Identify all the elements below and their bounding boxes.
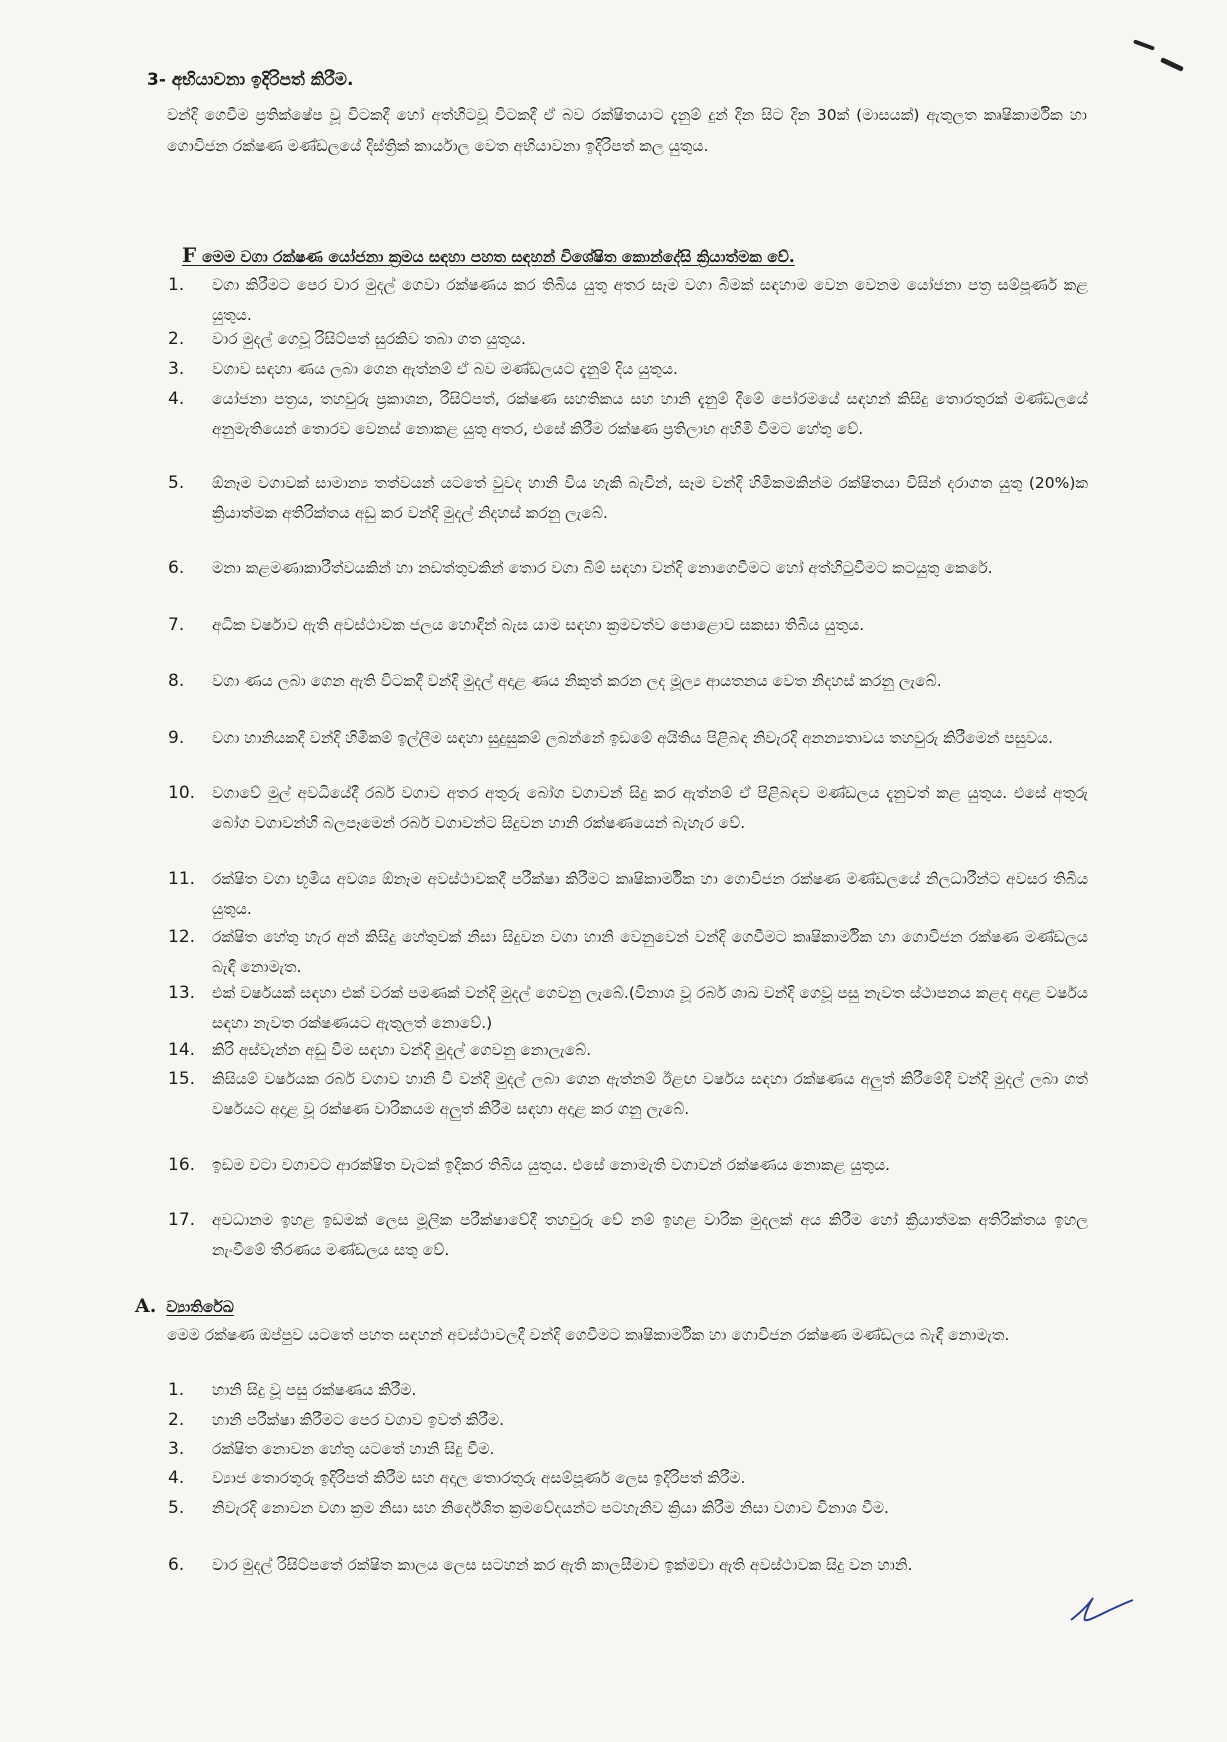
list-item bbox=[168, 1550, 1088, 1580]
scan-mark bbox=[1133, 39, 1155, 50]
item-text: අවධානම ඉහළ ඉඩමක් ලෙස මූලික පරීක්ෂාවේදී තහවුරු වේ නම් ඉහළ වාරික මුදලක් අය කිරීම හෝ ක්‍රියාත්මක අතිරික්තය ඉහල නැංවීමේ තීරණය මණ්ඩලය සතු වේ. bbox=[212, 1211, 1088, 1259]
list-item bbox=[168, 666, 1088, 696]
item-text: වගාව සඳහා ණය ලබා ගෙන ඇත්නම් ඒ බව මණ්ඩලයට දැනුම් දිය යුතුය. bbox=[212, 360, 678, 378]
item-text: රක්ෂිත වගා භූමිය අවශ්‍ය ඕනෑම අවස්ථාවකදී පරීක්ෂා කිරීමට කෘෂිකාර්මික හා ගොවිජන රක්ෂණ මණ්ඩලයේ නිලධාරීන්ට අවසර තිබිය යුතුය. bbox=[212, 870, 1089, 918]
item-text: අධික වර්ෂාව ඇති අවස්ථාවක ජලය හොඳින් බැස යාම සඳහා ක්‍රමවත්ව පොළොව සකසා තිබිය යුතුය. bbox=[212, 616, 865, 634]
list-item bbox=[168, 1375, 1088, 1405]
item-number: 13. bbox=[168, 983, 196, 1003]
list-item bbox=[168, 553, 1088, 583]
special-heading-text: මෙම වගා රක්ෂණ යෝජනා ක්‍රමය සඳහා පහත සඳහන් විශේෂිත කොන්දේසි ක්‍රියාත්මක වේ. bbox=[202, 248, 795, 266]
item-text: වගාවේ මුල් අවධියේදී රබර් වගාව අතර අතුරු බෝග වගාවන් සිදු කර ඇත්නම් ඒ පිළිබඳව මණ්ඩලය දැනුවත් කළ යුතුය. එසේ අතුරු බෝග වගාවන්හි බලපෑමෙන් රබර් වගාවන්ට සිදුවන හානි රක්ෂණයෙන් බැහැර වේ. bbox=[212, 784, 1088, 832]
item-number: 1. bbox=[168, 1380, 185, 1400]
list-item bbox=[168, 354, 1088, 384]
item-text: ඕනෑම වගාවක් සාමාන්‍ය තත්වයන් යටතේ වුවද හානි විය හැකි බැවින්, සෑම වන්දි හිමිකමකින්ම රක්ෂිතයා විසින් දරාගත යුතු (20%)ක ක්‍රියාත්මක අතිරික්තය අඩු කර වන්දි මුදල් නිදහස් කරනු ලැබේ. bbox=[212, 474, 1088, 522]
item-text: රක්ෂිත හේතු හැර අන් කිසිදු හේතුවක් නිසා සිදුවන වගා හානි වෙනුවෙන් වන්දි ගෙවීමට කෘෂිකාර්මික හා ගොවිජන රක්ෂණ මණ්ඩලය බැඳී නොමැත. bbox=[212, 928, 1088, 976]
item-number: 8. bbox=[168, 671, 185, 691]
exclusions-intro: මෙම රක්ෂණ ඔප්පුව යටතේ පහත සඳහන් අවස්ථාවලදී වන්දි ගෙවීමට කෘෂිකාර්මික හා ගොවිජන රක්ෂණ මණ්ඩලය බැඳී නොමැත. bbox=[167, 1326, 1010, 1344]
item-number: 2. bbox=[168, 329, 185, 349]
item-number: 16. bbox=[168, 1155, 196, 1175]
item-text: ව්‍යාජ තොරතුරු ඉදිරිපත් කිරීම සහ අදාල තොරතුරු අසම්පූර්ණ ලෙස ඉදිරිපත් කිරීම. bbox=[212, 1469, 746, 1487]
list-item bbox=[168, 1434, 1088, 1464]
item-number: 14. bbox=[168, 1040, 196, 1060]
item-number: 3. bbox=[168, 1439, 185, 1459]
item-number: 9. bbox=[168, 728, 185, 748]
item-number: 15. bbox=[168, 1069, 196, 1089]
list-item bbox=[168, 1150, 1088, 1180]
item-number: 10. bbox=[168, 783, 196, 803]
exclusions-heading-text: ව්‍යාතිරේඛ bbox=[166, 1298, 234, 1316]
item-number: 6. bbox=[168, 1555, 185, 1575]
special-heading bbox=[182, 243, 795, 267]
list-item bbox=[168, 978, 1088, 1038]
list-item bbox=[168, 1405, 1088, 1435]
item-number: 5. bbox=[168, 1498, 185, 1518]
item-text: නිවැරදි නොවන වගා ක්‍රම නිසා සහ නිර්දේශිත ක්‍රමවේදයන්ට පටහැනිව ක්‍රියා කිරීම නිසා වගාව විනාශ වීම. bbox=[212, 1499, 889, 1517]
item-text: හානි පරීක්ෂා කිරීමට පෙර වගාව ඉවත් කිරීම. bbox=[212, 1411, 505, 1429]
item-number: 5. bbox=[168, 473, 185, 493]
list-item bbox=[168, 270, 1088, 330]
item-text: වාර මුදල් රිසිට්පතේ රක්ෂිත කාලය ලෙස සටහන් කර ඇති කාලසීමාව ඉක්මවා ඇති අවස්ථාවක සිදු වන හානි. bbox=[212, 1556, 913, 1574]
item-text: වාර මුදල් ගෙවූ රිසිට්පත් සුරකිව තබා ගත යුතුය. bbox=[212, 330, 526, 348]
scan-mark bbox=[1160, 57, 1184, 72]
list-item bbox=[168, 1035, 1088, 1065]
item-text: හානි සිදු වූ පසු රක්ෂණය කිරීම. bbox=[212, 1381, 417, 1399]
list-item bbox=[168, 723, 1088, 753]
item-number: 1. bbox=[168, 275, 185, 295]
special-letter: F bbox=[182, 243, 197, 267]
item-text: වගා ණය ලබා ගෙන ඇති විටකදී වන්දි මුදල් අදාළ ණය නිකුත් කරන ලද මූල්‍ය ආයතනය වෙත නිදහස් කරනු ලැබේ. bbox=[212, 672, 942, 690]
list-item bbox=[168, 610, 1088, 640]
item-number: 12. bbox=[168, 927, 196, 947]
item-number: 2. bbox=[168, 1410, 185, 1430]
item-number: 11. bbox=[168, 869, 196, 889]
item-number: 17. bbox=[168, 1210, 196, 1230]
list-item bbox=[168, 468, 1088, 528]
item-number: 4. bbox=[168, 1468, 185, 1488]
item-text: වගා හානියකදී වන්දි හිමිකම් ඉල්ලීම සඳහා සුදුසුකම් ලබන්නේ ඉඩමේ අයිතිය පිළිබඳ නිවැරදි අනන්‍යතාවය තහවුරු කිරීමෙන් පසුවය. bbox=[212, 729, 1054, 747]
appeal-text: වන්දි ගෙවීම ප්‍රතික්ෂේප වූ විටකදී හෝ අත්හිටවූ විටකදී ඒ බව රක්ෂිතයාට දැනුම් දුන් දින සිට දින 30ක් (මාසයක්) ඇතුලත කෘෂිකාර්මික හා ගොවිජන රක්ෂණ මණ්ඩලයේ දිස්ත්‍රික් කාර්යාල වෙත අභියාවනා ඉදිරිපත් කල යුතුය. bbox=[167, 106, 1087, 155]
list-item bbox=[168, 1493, 1088, 1523]
list-item bbox=[168, 1463, 1088, 1493]
list-item bbox=[168, 384, 1088, 444]
item-text: යෝජනා පත්‍රය, තහවුරු ප්‍රකාශන, රිසිට්පත්, රක්ෂණ සහතිකය සහ හානි දැනුම් දීමේ පෝරමයේ සඳහන් කිසිදු තොරතුරක් මණ්ඩලයේ අනුමැතියෙන් තොරව වෙනස් නොකළ යුතු අතර, එසේ කිරීම රක්ෂණ ප්‍රතිලාභ අහිමි වීමට හේතු වේ. bbox=[212, 390, 1088, 438]
item-text: රක්ෂිත නොවන හේතු යටතේ හානි සිදු වීම. bbox=[212, 1440, 495, 1458]
list-item bbox=[168, 324, 1088, 354]
item-text: වගා කිරීමට පෙර වාර මුදල් ගෙවා රක්ෂණය කර තිබිය යුතු අතර සෑම වගා බිමක් සඳහාම වෙන වෙනම යෝජනා පත්‍ර සම්පූර්ණ කළ යුතුය. bbox=[212, 276, 1088, 324]
item-text: කිසියම් වර්ෂයක රබර් වගාව හානි වී වන්දි මුදල් ලබා ගෙන ඇත්නම් ඊළඟ වර්ෂය සඳහා රක්ෂණය අලුත් කිරීමේදී වන්දි මුදල් ලබා ගත් වර්ෂයට අදාළ වූ රක්ෂණ වාරිකයම අලුත් කිරීම සඳහා අදාළ කර ගනු ලැබේ. bbox=[212, 1070, 1088, 1118]
list-item bbox=[168, 922, 1088, 982]
list-item bbox=[168, 778, 1088, 838]
list-item bbox=[168, 1205, 1088, 1265]
item-text: මනා කළමණාකාරීත්වයකින් හා නඩත්තුවකින් තොර වගා බිම් සඳහා වන්දි නොගෙවීමට හෝ අත්හිටුවීමට කටයුතු කෙරේ. bbox=[212, 559, 993, 577]
exclusions-heading bbox=[135, 1295, 234, 1317]
item-number: 4. bbox=[168, 389, 185, 409]
item-number: 7. bbox=[168, 615, 185, 635]
item-text: කිරි අස්වැන්න අඩු වීම සඳහා වන්දි මුදල් ගෙවනු නොලැබේ. bbox=[212, 1041, 592, 1059]
item-text: එක් වර්ෂයක් සඳහා එක් වරක් පමණක් වන්දි මුදල් ගෙවනු ලැබේ.(විනාශ වූ රබර් ශාඛ වන්දි ගෙවූ පසු නැවත ස්ථාපනය කළද අදාළ වර්ෂය සඳහා නැවත රක්ෂණයට ඇතුලත් නොවේ.) bbox=[212, 984, 1088, 1032]
exclusions-letter: A. bbox=[135, 1295, 157, 1317]
item-number: 3. bbox=[168, 359, 185, 379]
list-item bbox=[168, 864, 1088, 924]
item-text: ඉඩම වටා වගාවට ආරක්ෂිත වැටක් ඉදිකර තිබිය යුතුය. එසේ නොමැති වගාවන් රක්ෂණය නොකළ යුතුය. bbox=[212, 1156, 891, 1174]
item-number: 6. bbox=[168, 558, 185, 578]
appeal-heading: 3- අභියාවනා ඉදිරිපත් කිරීම. bbox=[147, 70, 354, 90]
list-item bbox=[168, 1064, 1088, 1124]
signature-mark bbox=[1067, 1590, 1137, 1630]
